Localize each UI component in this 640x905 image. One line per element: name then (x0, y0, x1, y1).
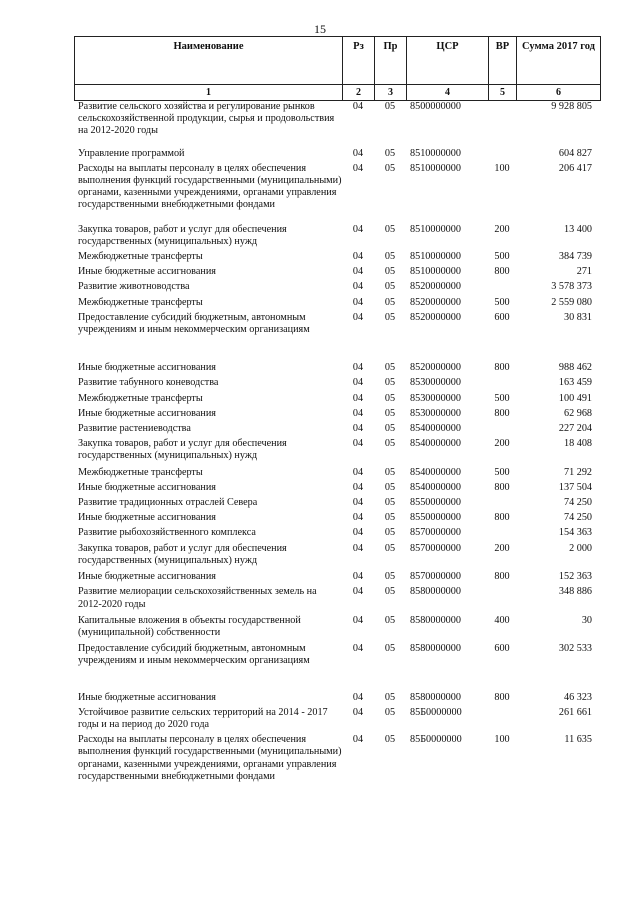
row-sum: 2 000 (569, 542, 592, 554)
row-csr: 8520000000 (410, 296, 461, 308)
row-csr: 8540000000 (410, 481, 461, 493)
row-pr: 05 (384, 691, 396, 703)
row-csr: 8520000000 (410, 281, 461, 293)
row-vr: 800 (494, 362, 510, 374)
row-csr: 8540000000 (410, 466, 461, 478)
row-csr: 8580000000 (410, 614, 461, 626)
row-rz: 04 (352, 162, 364, 174)
column-number: 3 (375, 85, 407, 101)
row-sum: 988 462 (558, 362, 592, 374)
table-row (74, 163, 594, 212)
row-rz: 04 (352, 466, 364, 478)
column-number: 2 (343, 85, 375, 101)
row-name: Устойчивое развитие сельских территорий на 2014 - 2017 годы и на период до 2020 года (78, 706, 328, 730)
row-rz: 04 (352, 438, 364, 450)
row-sum: 18 408 (563, 438, 592, 450)
row-rz: 04 (352, 407, 364, 419)
row-rz: 04 (352, 423, 364, 435)
header-rz: Рз (343, 37, 375, 85)
row-sum: 2 559 080 (551, 296, 592, 308)
row-rz: 04 (352, 571, 364, 583)
row-vr: 200 (494, 223, 510, 235)
row-csr: 8570000000 (410, 542, 461, 554)
row-pr: 05 (384, 586, 396, 598)
row-vr: 500 (494, 251, 510, 263)
row-name: Управление программой (78, 147, 185, 159)
row-name: Предоставление субсидий бюджетным, автономным учреждениям и иным некоммерческим организациям (78, 311, 310, 336)
row-rz: 04 (352, 266, 364, 278)
row-pr: 05 (384, 571, 396, 583)
row-name: Иные бюджетные ассигнования (78, 512, 216, 524)
table-row (74, 148, 594, 160)
row-rz: 04 (352, 281, 364, 293)
row-sum: 271 (576, 266, 592, 278)
row-rz: 04 (352, 586, 364, 598)
row-pr: 05 (384, 466, 396, 478)
row-pr: 05 (384, 542, 396, 554)
table-row (74, 467, 594, 479)
row-sum: 71 292 (563, 466, 592, 478)
row-name: Развитие животноводства (78, 281, 190, 293)
row-vr: 500 (494, 392, 510, 404)
row-csr: 85Б0000000 (410, 734, 462, 746)
row-vr: 600 (494, 643, 510, 655)
row-pr: 05 (384, 614, 396, 626)
row-vr: 100 (494, 162, 510, 174)
row-csr: 8550000000 (410, 512, 461, 524)
row-csr: 8540000000 (410, 438, 461, 450)
header-csr: ЦСР (407, 37, 489, 85)
row-sum: 348 886 (558, 586, 592, 598)
table-row (74, 101, 594, 138)
row-rz: 04 (352, 101, 364, 112)
table-row (74, 615, 594, 639)
row-sum: 152 363 (558, 571, 592, 583)
row-name: Развитие мелиорации сельскохозяйственных земель на 2012-2020 годы (78, 586, 317, 610)
row-csr: 8500000000 (410, 101, 461, 112)
row-csr: 8530000000 (410, 407, 461, 419)
row-csr: 8580000000 (410, 586, 461, 598)
row-pr: 05 (384, 251, 396, 263)
row-pr: 05 (384, 377, 396, 389)
row-rz: 04 (352, 512, 364, 524)
row-name: Межбюджетные трансферты (78, 466, 203, 478)
column-number: 5 (489, 85, 517, 101)
row-name: Иные бюджетные ассигнования (78, 362, 216, 374)
row-pr: 05 (384, 497, 396, 509)
row-sum: 163 459 (558, 377, 592, 389)
row-name: Развитие рыбохозяйственного комплекса (78, 527, 256, 539)
row-vr: 200 (494, 438, 510, 450)
row-pr: 05 (384, 392, 396, 404)
table-row (74, 527, 594, 539)
row-csr: 8510000000 (410, 162, 461, 174)
table-row (74, 586, 594, 610)
row-vr: 400 (494, 614, 510, 626)
row-name: Развитие растениеводства (78, 423, 191, 435)
row-csr: 8570000000 (410, 527, 461, 539)
row-rz: 04 (352, 734, 364, 746)
row-pr: 05 (384, 296, 396, 308)
row-name: Межбюджетные трансферты (78, 251, 203, 263)
table-row (74, 377, 594, 389)
row-name: Закупка товаров, работ и услуг для обеспечения государственных (муниципальных) нужд (78, 438, 287, 462)
row-pr: 05 (384, 266, 396, 278)
header-pr: Пр (375, 37, 407, 85)
row-vr: 200 (494, 542, 510, 554)
row-csr: 8580000000 (410, 691, 461, 703)
header-sum: Сумма 2017 год (517, 37, 601, 85)
row-name: Иные бюджетные ассигнования (78, 571, 216, 583)
row-rz: 04 (352, 481, 364, 493)
row-csr: 8510000000 (410, 223, 461, 235)
row-vr: 800 (494, 407, 510, 419)
row-name: Развитие традиционных отраслей Севера (78, 497, 258, 509)
row-pr: 05 (384, 311, 396, 323)
row-pr: 05 (384, 512, 396, 524)
table-row (74, 312, 594, 336)
row-name: Закупка товаров, работ и услуг для обеспечения государственных (муниципальных) нужд (78, 223, 287, 247)
row-rz: 04 (352, 296, 364, 308)
table-row (74, 362, 594, 374)
header-name: Наименование (75, 37, 343, 85)
row-pr: 05 (384, 147, 396, 159)
table-row (74, 692, 594, 704)
row-csr: 8570000000 (410, 571, 461, 583)
row-sum: 227 204 (558, 423, 592, 435)
table-row (74, 512, 594, 524)
row-rz: 04 (352, 392, 364, 404)
row-sum: 154 363 (558, 527, 592, 539)
row-csr: 85Б0000000 (410, 706, 462, 718)
row-name: Предоставление субсидий бюджетным, автономным учреждениям и иным некоммерческим организациям (78, 643, 310, 667)
table-row (74, 643, 594, 667)
table-row (74, 281, 594, 293)
row-csr: 8530000000 (410, 377, 461, 389)
row-name: Расходы на выплаты персоналу в целях обеспечения выполнения функций государственными (муниципальными) органами, казенными учреждениями, органами управления государственными внебюджетными фондами (78, 162, 342, 211)
table-row (74, 482, 594, 494)
row-name: Иные бюджетные ассигнования (78, 691, 216, 703)
row-vr: 800 (494, 571, 510, 583)
row-rz: 04 (352, 527, 364, 539)
row-csr: 8520000000 (410, 362, 461, 374)
row-pr: 05 (384, 362, 396, 374)
table-row (74, 408, 594, 420)
row-sum: 137 504 (558, 481, 592, 493)
table-row (74, 423, 594, 435)
row-sum: 13 400 (563, 223, 592, 235)
table-row (74, 224, 594, 248)
row-sum: 604 827 (558, 147, 592, 159)
row-pr: 05 (384, 407, 396, 419)
row-rz: 04 (352, 643, 364, 655)
row-sum: 261 661 (558, 706, 592, 718)
table-row (74, 543, 594, 567)
row-vr: 100 (494, 734, 510, 746)
row-vr: 500 (494, 296, 510, 308)
row-rz: 04 (352, 223, 364, 235)
row-vr: 800 (494, 481, 510, 493)
row-csr: 8580000000 (410, 643, 461, 655)
row-pr: 05 (384, 643, 396, 655)
row-sum: 74 250 (563, 497, 592, 509)
row-name: Иные бюджетные ассигнования (78, 481, 216, 493)
table-row (74, 571, 594, 583)
row-sum: 62 968 (563, 407, 592, 419)
row-rz: 04 (352, 362, 364, 374)
row-name: Развитие табунного коневодства (78, 377, 219, 389)
table-row (74, 266, 594, 278)
row-sum: 100 491 (558, 392, 592, 404)
row-sum: 302 533 (558, 643, 592, 655)
row-pr: 05 (384, 481, 396, 493)
table-row (74, 297, 594, 309)
row-sum: 30 831 (563, 311, 592, 323)
row-vr: 800 (494, 266, 510, 278)
page-number: 15 (314, 22, 326, 36)
row-sum: 30 (581, 614, 592, 626)
row-name: Закупка товаров, работ и услуг для обеспечения государственных (муниципальных) нужд (78, 542, 287, 566)
row-pr: 05 (384, 423, 396, 435)
column-number: 6 (517, 85, 601, 101)
row-pr: 05 (384, 281, 396, 293)
row-rz: 04 (352, 311, 364, 323)
row-pr: 05 (384, 734, 396, 746)
row-sum: 206 417 (558, 162, 592, 174)
row-rz: 04 (352, 147, 364, 159)
row-csr: 8510000000 (410, 147, 461, 159)
row-rz: 04 (352, 691, 364, 703)
row-vr: 800 (494, 512, 510, 524)
column-number: 1 (75, 85, 343, 101)
row-sum: 11 635 (564, 734, 592, 746)
row-name: Иные бюджетные ассигнования (78, 407, 216, 419)
table-row (74, 734, 594, 783)
table-row (74, 497, 594, 509)
row-sum: 3 578 373 (551, 281, 592, 293)
row-pr: 05 (384, 706, 396, 718)
row-name: Иные бюджетные ассигнования (78, 266, 216, 278)
row-rz: 04 (352, 614, 364, 626)
table-row (74, 393, 594, 405)
row-rz: 04 (352, 377, 364, 389)
row-sum: 74 250 (563, 512, 592, 524)
row-name: Межбюджетные трансферты (78, 296, 203, 308)
row-rz: 04 (352, 497, 364, 509)
header-vr: ВР (489, 37, 517, 85)
row-name: Развитие сельского хозяйства и регулирование рынков сельскохозяйственной продукции, сырья и продовольствия на 2012-2020 годы (78, 101, 335, 137)
row-csr: 8520000000 (410, 311, 461, 323)
row-csr: 8550000000 (410, 497, 461, 509)
row-rz: 04 (352, 251, 364, 263)
row-pr: 05 (384, 101, 396, 112)
column-number: 4 (407, 85, 489, 101)
row-pr: 05 (384, 438, 396, 450)
row-sum: 9 928 805 (551, 101, 592, 112)
row-sum: 384 739 (558, 251, 592, 263)
row-name: Расходы на выплаты персоналу в целях обеспечения выполнения функций государственными (муниципальными) органами, казенными учреждениями, органами управления государственными внебюджетными фондами (78, 734, 342, 782)
row-vr: 500 (494, 466, 510, 478)
row-csr: 8510000000 (410, 251, 461, 263)
row-pr: 05 (384, 223, 396, 235)
row-vr: 600 (494, 311, 510, 323)
table-row (74, 251, 594, 263)
row-sum: 46 323 (563, 691, 592, 703)
table-row (74, 438, 594, 462)
table-header (74, 36, 601, 101)
row-csr: 8530000000 (410, 392, 461, 404)
row-pr: 05 (384, 527, 396, 539)
row-vr: 800 (494, 691, 510, 703)
table-body (74, 101, 594, 786)
row-pr: 05 (384, 162, 396, 174)
row-rz: 04 (352, 706, 364, 718)
row-name: Капитальные вложения в объекты государственной (муниципальной) собственности (78, 614, 301, 638)
table-row (74, 707, 594, 731)
row-csr: 8540000000 (410, 423, 461, 435)
row-csr: 8510000000 (410, 266, 461, 278)
row-rz: 04 (352, 542, 364, 554)
row-name: Межбюджетные трансферты (78, 392, 203, 404)
